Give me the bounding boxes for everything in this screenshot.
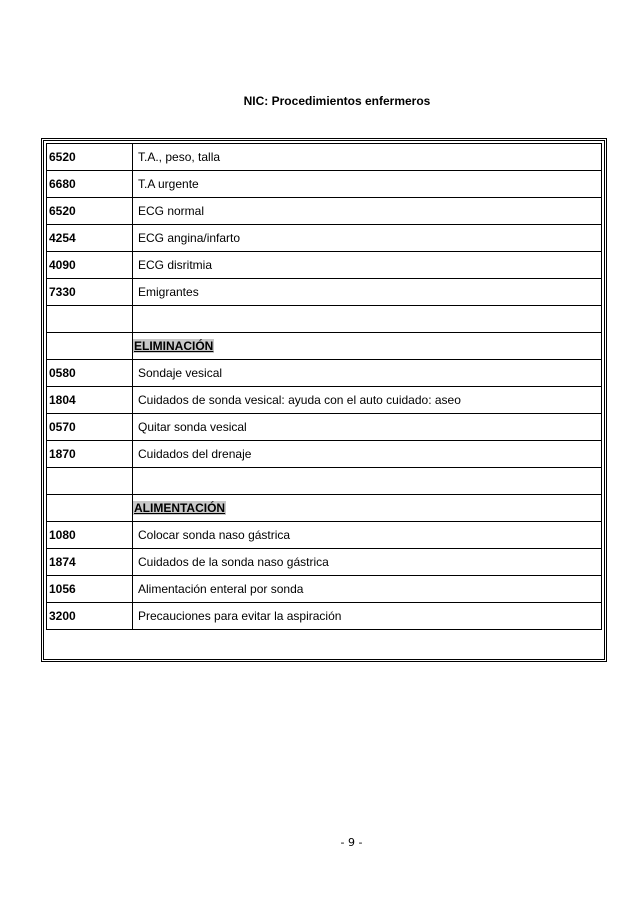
procedure-description: Alimentación enteral por sonda: [133, 576, 602, 603]
procedure-code: 1804: [47, 387, 133, 414]
table-row: [47, 360, 602, 387]
procedure-description: ECG disritmia: [133, 252, 602, 279]
procedure-code: 6680: [47, 171, 133, 198]
procedure-code: 7330: [47, 279, 133, 306]
section-heading-cell: [133, 333, 602, 360]
procedure-code: 6520: [47, 198, 133, 225]
procedure-code: [47, 468, 133, 495]
procedures-table: [46, 143, 602, 630]
procedure-description: Precauciones para evitar la aspiración: [133, 603, 602, 630]
procedure-code: 1874: [47, 549, 133, 576]
procedure-description: Colocar sonda naso gástrica: [133, 522, 602, 549]
procedure-description: Cuidados del drenaje: [133, 441, 602, 468]
procedure-code: [47, 495, 133, 522]
procedure-description: [133, 306, 602, 333]
table-row: [47, 144, 602, 171]
section-row-alimentacion: [47, 495, 602, 522]
procedure-description: T.A urgente: [133, 171, 602, 198]
table-row: [47, 603, 602, 630]
table-row: [47, 198, 602, 225]
procedure-code: 0570: [47, 414, 133, 441]
table-row: [47, 387, 602, 414]
table-row: [47, 225, 602, 252]
procedure-description: Emigrantes: [133, 279, 602, 306]
procedure-code: 1056: [47, 576, 133, 603]
section-row-eliminacion: [47, 333, 602, 360]
procedure-code: 6520: [47, 144, 133, 171]
table-row-empty: [47, 468, 602, 495]
procedure-description: Quitar sonda vesical: [133, 414, 602, 441]
procedure-code: [47, 306, 133, 333]
procedure-code: 0580: [47, 360, 133, 387]
table-row-empty: [47, 306, 602, 333]
procedure-code: 1870: [47, 441, 133, 468]
procedure-description: ECG angina/infarto: [133, 225, 602, 252]
section-heading: ELIMINACIÓN: [134, 339, 214, 353]
section-heading-cell: [133, 495, 602, 522]
table-row: [47, 279, 602, 306]
procedure-code: 1080: [47, 522, 133, 549]
procedure-description: T.A., peso, talla: [133, 144, 602, 171]
table-row: [47, 441, 602, 468]
procedure-code: [47, 333, 133, 360]
table-row: [47, 171, 602, 198]
procedure-description: Sondaje vesical: [133, 360, 602, 387]
procedure-description: ECG normal: [133, 198, 602, 225]
procedure-code: 3200: [47, 603, 133, 630]
procedure-code: 4254: [47, 225, 133, 252]
procedure-description: Cuidados de la sonda naso gástrica: [133, 549, 602, 576]
section-heading: ALIMENTACIÓN: [134, 501, 226, 515]
table-row: [47, 576, 602, 603]
table-row: [47, 414, 602, 441]
table-row: [47, 549, 602, 576]
procedure-code: 4090: [47, 252, 133, 279]
procedures-table-frame: [41, 138, 607, 662]
procedure-description: [133, 468, 602, 495]
page-title: NIC: Procedimientos enfermeros: [243, 94, 431, 108]
table-row: [47, 252, 602, 279]
procedure-description: Cuidados de sonda vesical: ayuda con el auto cuidado: aseo: [133, 387, 602, 414]
page-number: - 9 -: [340, 836, 363, 849]
table-row: [47, 522, 602, 549]
